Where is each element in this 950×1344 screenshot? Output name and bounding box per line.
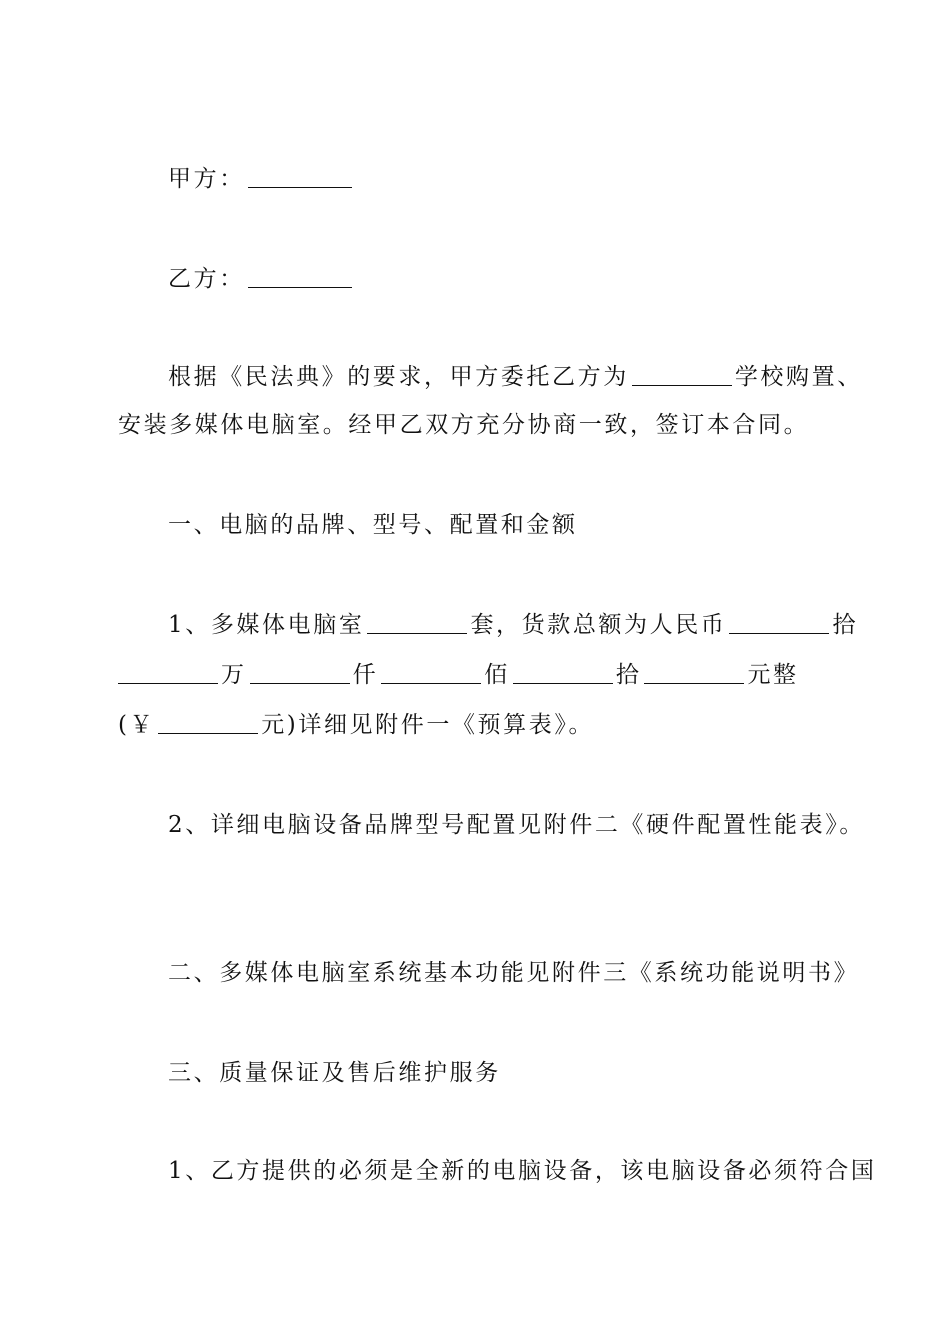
hundred-blank	[381, 682, 481, 684]
section3-item1: 1、乙方提供的必须是全新的电脑设备，该电脑设备必须符合国	[168, 1158, 877, 1184]
yuan-blank	[644, 682, 744, 684]
item1-text-a: 1、多媒体电脑室	[168, 612, 365, 638]
thousand-blank	[250, 682, 350, 684]
section1-item2: 2、详细电脑设备品牌型号配置见附件二《硬件配置性能表》。	[168, 812, 865, 838]
item1-text-c: 拾	[832, 612, 859, 638]
intro-line-1	[168, 362, 863, 392]
item1-text-i: (￥	[118, 712, 156, 738]
party-b-label: 乙方：	[168, 266, 245, 292]
item1-text-g: 拾	[615, 662, 642, 688]
item1-text-d: 万	[221, 662, 247, 688]
item1-text-f: 佰	[484, 662, 510, 688]
intro-text-3: 安装多媒体电脑室。经甲乙双方充分协商一致，签订本合同。	[118, 412, 810, 438]
section2-title: 二、多媒体电脑室系统基本功能见附件三《系统功能说明书》	[168, 960, 860, 986]
party-a-label: 甲方：	[168, 166, 245, 192]
ten-blank	[513, 682, 613, 684]
intro-text-1: 根据《民法典》的要求，甲方委托乙方为	[168, 364, 629, 390]
party-a-line	[168, 164, 355, 194]
item1-text-b: 套，货款总额为人民币	[470, 612, 727, 638]
party-a-blank	[248, 186, 352, 188]
ten-thousand-blank	[118, 682, 218, 684]
amount-figure-blank	[158, 732, 258, 734]
party-b-line	[168, 264, 355, 294]
hundred-thousand-blank	[729, 632, 829, 634]
intro-line-2	[118, 410, 809, 440]
section1-item1-line3	[118, 710, 594, 740]
section1-item1-line1	[168, 610, 858, 640]
item1-text-j: 元)详细见附件一《预算表》。	[261, 712, 595, 738]
school-blank	[632, 384, 732, 386]
party-b-blank	[248, 286, 352, 288]
item1-text-e: 仟	[352, 662, 379, 688]
sets-blank	[367, 632, 467, 634]
section3-title: 三、质量保证及售后维护服务	[168, 1060, 501, 1086]
intro-text-2: 学校购置、	[734, 364, 863, 390]
section1-title: 一、电脑的品牌、型号、配置和金额	[168, 512, 578, 538]
section1-item1-line2	[118, 660, 799, 690]
item1-text-h: 元整	[747, 662, 799, 688]
